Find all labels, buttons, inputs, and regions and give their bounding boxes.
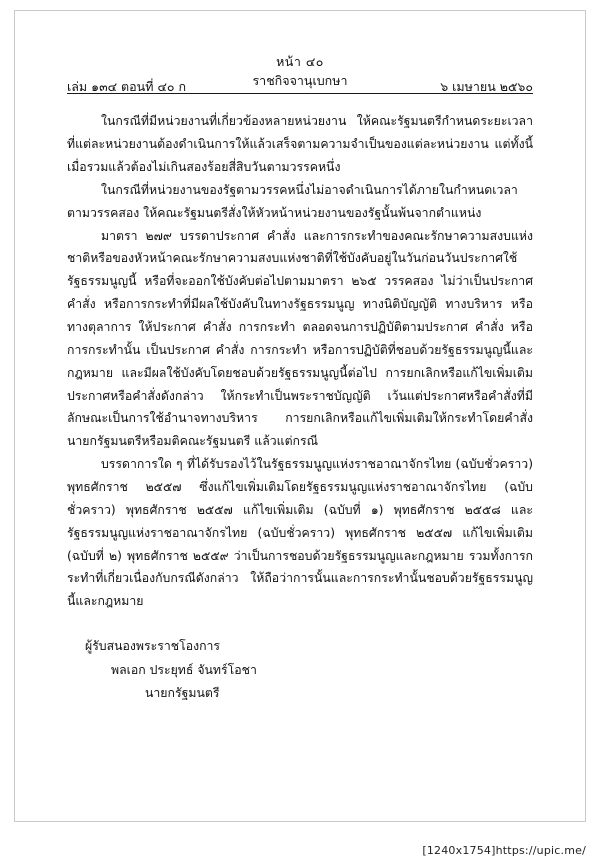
- document-page: [14, 10, 586, 822]
- header-page-number: หน้า ๔๐: [276, 54, 324, 69]
- image-dimensions-watermark: [1240x1754]https://upic.me/: [422, 844, 586, 857]
- document-header: [67, 53, 533, 94]
- header-gazette-title: ราชกิจจานุเบกษา: [252, 73, 348, 89]
- paragraph: ในกรณีที่หน่วยงานของรัฐตามวรรคหนึ่งไม่อาจดำเนินการได้ภายในกำหนดเวลาตามวรรคสอง ให้คณะรัฐมนตรีสั่งให้หัวหน้าหน่วยงานของรัฐนั้นพ้นจากตำแหน่ง: [67, 182, 518, 220]
- signer-title: นายกรัฐมนตรี: [145, 685, 220, 700]
- paragraph: บรรดาการใด ๆ ที่ได้รับรองไว้ในรัฐธรรมนูญแห่งราชอาณาจักรไทย (ฉบับชั่วคราว) พุทธศักราช ๒๕๕๗ ซึ่งแก้ไขเพิ่มเติมโดยรัฐธรรมนูญแห่งราชอาณาจักรไทย (ฉบับชั่วคราว) พุทธศักราช ๒๕๕๗ แก้ไขเพิ่มเติม (ฉบับที่ ๑) พุทธศักราช ๒๕๕๘ และรัฐธรรมนูญแห่งราชอาณาจักรไทย (ฉบับชั่วคราว) พุทธศักราช ๒๕๕๗ แก้ไขเพิ่มเติม (ฉบับที่ ๒) พุทธศักราช ๒๕๕๙ ว่าเป็นการชอบด้วยรัฐธรรมนูญและกฎหมาย รวมทั้งการกระทำที่เกี่ยวเนื่องกับกรณีดังกล่าว ให้ถือว่าการนั้นและการกระทำนั้นชอบด้วยรัฐธรรมนูญนี้และกฎหมาย: [67, 457, 533, 609]
- signature-block: [67, 635, 533, 705]
- countersign-label: ผู้รับสนองพระราชโองการ: [85, 639, 221, 654]
- header-date: ๖ เมษายน ๒๕๖๐: [440, 79, 533, 95]
- signer-name: พลเอก ประยุทธ์ จันทร์โอชา: [111, 662, 257, 677]
- paragraph-section-279: มาตรา ๒๗๙ บรรดาประกาศ คำสั่ง และการกระทำของคณะรักษาความสงบแห่งชาติหรือของหัวหน้าคณะรักษาความสงบแห่งชาติที่ใช้บังคับอยู่ในวันก่อนวันประกาศใช้รัฐธรรมนูญนี้ หรือที่จะออกใช้บังคับต่อไปตามมาตรา ๒๖๕ วรรคสอง ไม่ว่าเป็นประกาศ คำสั่ง หรือการกระทำที่มีผลใช้บังคับในทางรัฐธรรมนูญ ทางนิติบัญญัติ ทางบริหาร หรือทางตุลาการ ให้ประกาศ คำสั่ง การกระทำ ตลอดจนการปฏิบัติตามประกาศ คำสั่ง หรือการกระทำนั้น เป็นประกาศ คำสั่ง การกระทำ หรือการปฏิบัติที่ชอบด้วยรัฐธรรมนูญนี้และกฎหมาย และมีผลใช้บังคับโดยชอบด้วยรัฐธรรมนูญนี้ต่อไป การยกเลิกหรือแก้ไขเพิ่มเติมประกาศหรือคำสั่งดังกล่าว ให้กระทำเป็นพระราชบัญญัติ เว้นแต่ประกาศหรือคำสั่งที่มีลักษณะเป็นการใช้อำนาจทางบริหาร การยกเลิกหรือแก้ไขเพิ่มเติมให้กระทำโดยคำสั่งนายกรัฐมนตรีหรือมติคณะรัฐมนตรี แล้วแต่กรณี: [67, 228, 533, 449]
- header-meta-row: [67, 78, 533, 94]
- document-content: [15, 11, 585, 821]
- document-body: [67, 110, 533, 613]
- header-volume-info: เล่ม ๑๓๔ ตอนที่ ๔๐ ก: [67, 79, 187, 95]
- paragraph: ในกรณีที่มีหน่วยงานที่เกี่ยวข้องหลายหน่วยงาน ให้คณะรัฐมนตรีกำหนดระยะเวลาที่แต่ละหน่วยงานต้องดำเนินการให้แล้วเสร็จตามความจำเป็นของแต่ละหน่วยงาน แต่ทั้งนี้เมื่อรวมแล้วต้องไม่เกินสองร้อยสี่สิบวันตามวรรคหนึ่ง: [67, 114, 533, 174]
